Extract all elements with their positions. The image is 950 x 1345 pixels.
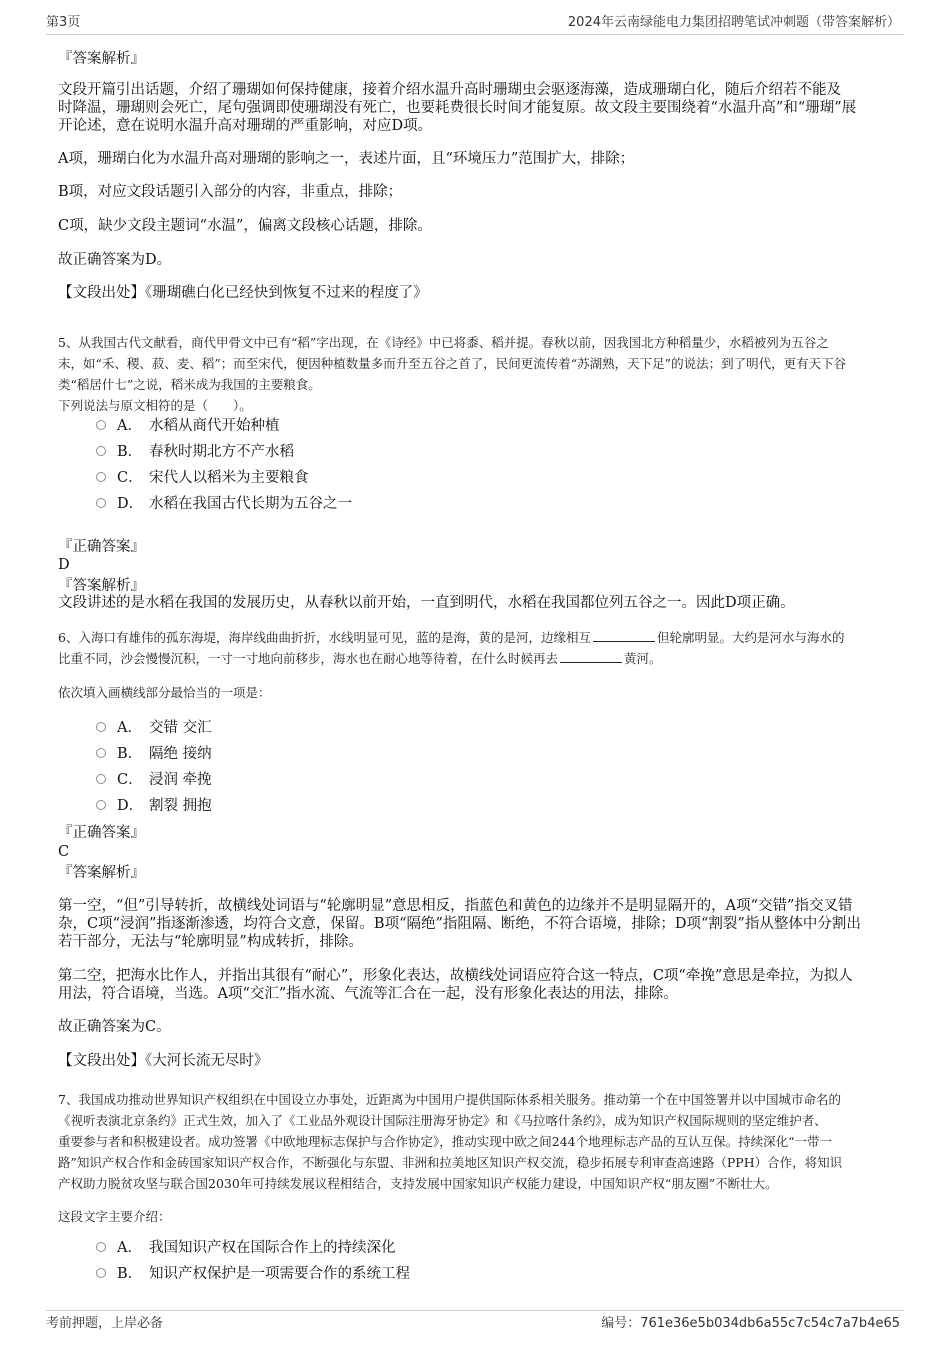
q6-analysis-line: 第二空，把海水比作人，并指出其很有“耐心”，形象化表达，故横线处词语应符合这一特点，C项“牵挽”意思是牵拉，为拟人 [58, 968, 853, 984]
radio-icon[interactable] [96, 1242, 106, 1252]
radio-icon[interactable] [96, 472, 106, 482]
q5-stem-line: 5、从我国古代文献看，商代甲骨文中已有“稻”字出现，在《诗经》中已将黍、稻并提。春秋以前，因我国北方种稻量少，水稻被列为五谷之 [58, 335, 829, 350]
option-letter: C． [117, 470, 143, 486]
q5-analysis: 文段讲述的是水稻在我国的发展历史，从春秋以前开始，一直到明代，水稻在我国都位列五谷之一。因此D项正确。 [58, 595, 795, 611]
q6-analysis-label: 『答案解析』 [58, 865, 145, 881]
q6-stem-line [58, 648, 662, 670]
q7-option-a[interactable] [96, 1238, 396, 1258]
q7-stem-line: 7、我国成功推动世界知识产权组织在中国设立办事处，近距离为中国用户提供国际体系相关服务。推动第一个在中国签署并以中国城市命名的 [58, 1092, 841, 1107]
q4-analysis-line: 时降温，珊瑚则会死亡，尾句强调即使珊瑚没有死亡，也要耗费很长时间才能复原。故文段主要围绕着“水温升高”和“珊瑚”展 [58, 100, 857, 116]
radio-icon[interactable] [96, 420, 106, 430]
radio-icon[interactable] [96, 446, 106, 456]
q6-option-d[interactable] [96, 796, 212, 816]
q7-option-b[interactable] [96, 1264, 410, 1284]
serial-number: 761e36e5b034db6a55c7c54c7a7b4e65 [640, 1316, 900, 1331]
q4-analysis-line: 开论述，意在说明水温升高对珊瑚的严重影响，对应D项。 [58, 118, 433, 134]
option-letter: D． [117, 496, 144, 512]
fill-blank-2 [560, 648, 622, 663]
q7-stem-line: 产权助力脱贫攻坚与联合国2030年可持续发展议程相结合，支持发展中国家知识产权能力建设，中国知识产权“朋友圈”不断壮大。 [58, 1176, 778, 1191]
radio-icon[interactable] [96, 748, 106, 758]
q6-correct-answer: C [58, 844, 70, 860]
q6-stem-line [58, 627, 844, 649]
q5-option-a[interactable] [96, 416, 280, 436]
option-text: 我国知识产权在国际合作上的持续深化 [149, 1240, 396, 1256]
q5-correct-label: 『正确答案』 [58, 539, 145, 555]
option-text: 交错 交汇 [149, 720, 212, 736]
option-text: 春秋时期北方不产水稻 [149, 444, 294, 460]
q6-stem-text: 但轮廓明显。大约是河水与海水的 [656, 630, 845, 645]
q7-stem-line: 重要参与者和积极建设者。成功签署《中欧地理标志保护与合作协定》，推动实现中欧之间244个地理标志产品的互认互保。持续深化“一带一 [58, 1134, 833, 1149]
q6-analysis-line: 杂，C项“浸润”指逐渐渗透，均符合文意，保留。B项“隔绝”指阻隔、断绝，不符合语境，排除；D项“割裂”指从整体中分割出 [58, 916, 861, 932]
page-number: 第3页 [46, 15, 81, 30]
page-header [46, 14, 904, 35]
q4-analysis-option-b: B项，对应文段话题引入部分的内容，非重点，排除； [58, 184, 403, 200]
serial-label: 编号： [601, 1316, 641, 1331]
q7-stem-line: 路”知识产权合作和金砖国家知识产权合作，不断强化与东盟、非洲和拉美地区知识产权交流，稳步拓展专利审查高速路（PPH）合作，将知识 [58, 1155, 843, 1170]
q4-analysis-option-a: A项，珊瑚白化为水温升高对珊瑚的影响之一，表述片面，且“环境压力”范围扩大，排除； [58, 151, 635, 167]
q4-source: 【文段出处】《珊瑚礁白化已经快到恢复不过来的程度了》 [58, 285, 428, 301]
option-letter: A． [117, 1240, 142, 1256]
option-letter: B． [117, 746, 143, 762]
q4-conclusion: 故正确答案为D。 [58, 252, 172, 268]
q5-stem-line: 类“稻居什七”之说，稻米成为我国的主要粮食。 [58, 377, 321, 392]
q4-analysis-option-c: C项，缺少文段主题词“水温”，偏离文段核心话题，排除。 [58, 218, 432, 234]
q6-stem-text: 比重不同，沙会慢慢沉积，一寸一寸地向前移步，海水也在耐心地等待着，在什么时候再去 [58, 651, 559, 666]
q4-analysis-label: 『答案解析』 [58, 51, 145, 67]
q6-correct-label: 『正确答案』 [58, 825, 145, 841]
q6-option-b[interactable] [96, 744, 212, 764]
q6-stem-text: 6、入海口有雄伟的孤东海堤，海岸线曲曲折折，水线明显可见，蓝的是海，黄的是河，边缘相互 [58, 630, 591, 645]
footer-slogan: 考前押题，上岸必备 [46, 1316, 164, 1331]
q6-analysis-line: 第一空，“但”引导转折，故横线处词语与“轮廓明显”意思相反，指蓝色和黄色的边缘并不是明显隔开的，A项“交错”指交叉错 [58, 898, 853, 914]
option-letter: B． [117, 1266, 143, 1282]
page-footer [46, 1310, 904, 1335]
q5-option-d[interactable] [96, 494, 352, 514]
q6-prompt: 依次填入画横线部分最恰当的一项是： [58, 685, 271, 700]
q6-stem-text: 黄河。 [624, 651, 662, 666]
q6-option-c[interactable] [96, 770, 212, 790]
option-letter: C． [117, 772, 143, 788]
q5-correct-answer: D [58, 557, 70, 573]
q6-option-a[interactable] [96, 718, 212, 738]
radio-icon[interactable] [96, 774, 106, 784]
q4-analysis-line: 文段开篇引出话题，介绍了珊瑚如何保持健康，接着介绍水温升高时珊瑚虫会驱逐海藻，造成珊瑚白化，随后介绍若不能及 [58, 82, 841, 98]
document-title: 2024年云南绿能电力集团招聘笔试冲刺题（带答案解析） [567, 15, 900, 30]
option-letter: A． [117, 720, 142, 736]
q7-prompt: 这段文字主要介绍： [58, 1209, 171, 1224]
footer-serial [601, 1313, 900, 1335]
q6-source: 【文段出处】《大河长流无尽时》 [58, 1053, 269, 1069]
q5-stem-line: 末，如“禾、稷、菽、麦、稻”；而至宋代，便因种植数量多而升至五谷之首了，民间更流传着“苏湖熟，天下足”的说法；到了明代，更有天下谷 [58, 356, 847, 371]
fill-blank-1 [593, 627, 655, 642]
option-text: 宋代人以稻米为主要粮食 [149, 470, 309, 486]
q5-analysis-label: 『答案解析』 [58, 578, 145, 594]
radio-icon[interactable] [96, 498, 106, 508]
radio-icon[interactable] [96, 800, 106, 810]
option-text: 割裂 拥抱 [149, 798, 212, 814]
option-text: 浸润 牵挽 [149, 772, 212, 788]
q6-conclusion: 故正确答案为C。 [58, 1019, 171, 1035]
option-text: 隔绝 接纳 [149, 746, 212, 762]
radio-icon[interactable] [96, 1268, 106, 1278]
q5-option-c[interactable] [96, 468, 309, 488]
q6-analysis-line: 若干部分，无法与“轮廓明显”构成转折，排除。 [58, 934, 363, 950]
option-text: 水稻在我国古代长期为五谷之一 [149, 496, 352, 512]
option-text: 知识产权保护是一项需要合作的系统工程 [149, 1266, 410, 1282]
q7-stem-line: 《视听表演北京条约》正式生效，加入了《工业品外观设计国际注册海牙协定》和《马拉喀什条约》，成为知识产权国际规则的坚定维护者、 [58, 1113, 827, 1128]
q5-option-b[interactable] [96, 442, 294, 462]
option-letter: A． [117, 418, 142, 434]
radio-icon[interactable] [96, 722, 106, 732]
q5-prompt: 下列说法与原文相符的是（ ）。 [58, 398, 252, 413]
option-letter: B． [117, 444, 143, 460]
option-text: 水稻从商代开始种植 [149, 418, 280, 434]
option-letter: D． [117, 798, 144, 814]
q6-analysis-line: 用法，符合语境，当选。A项“交汇”指水流、气流等汇合在一起，没有形象化表达的用法，排除。 [58, 986, 678, 1002]
